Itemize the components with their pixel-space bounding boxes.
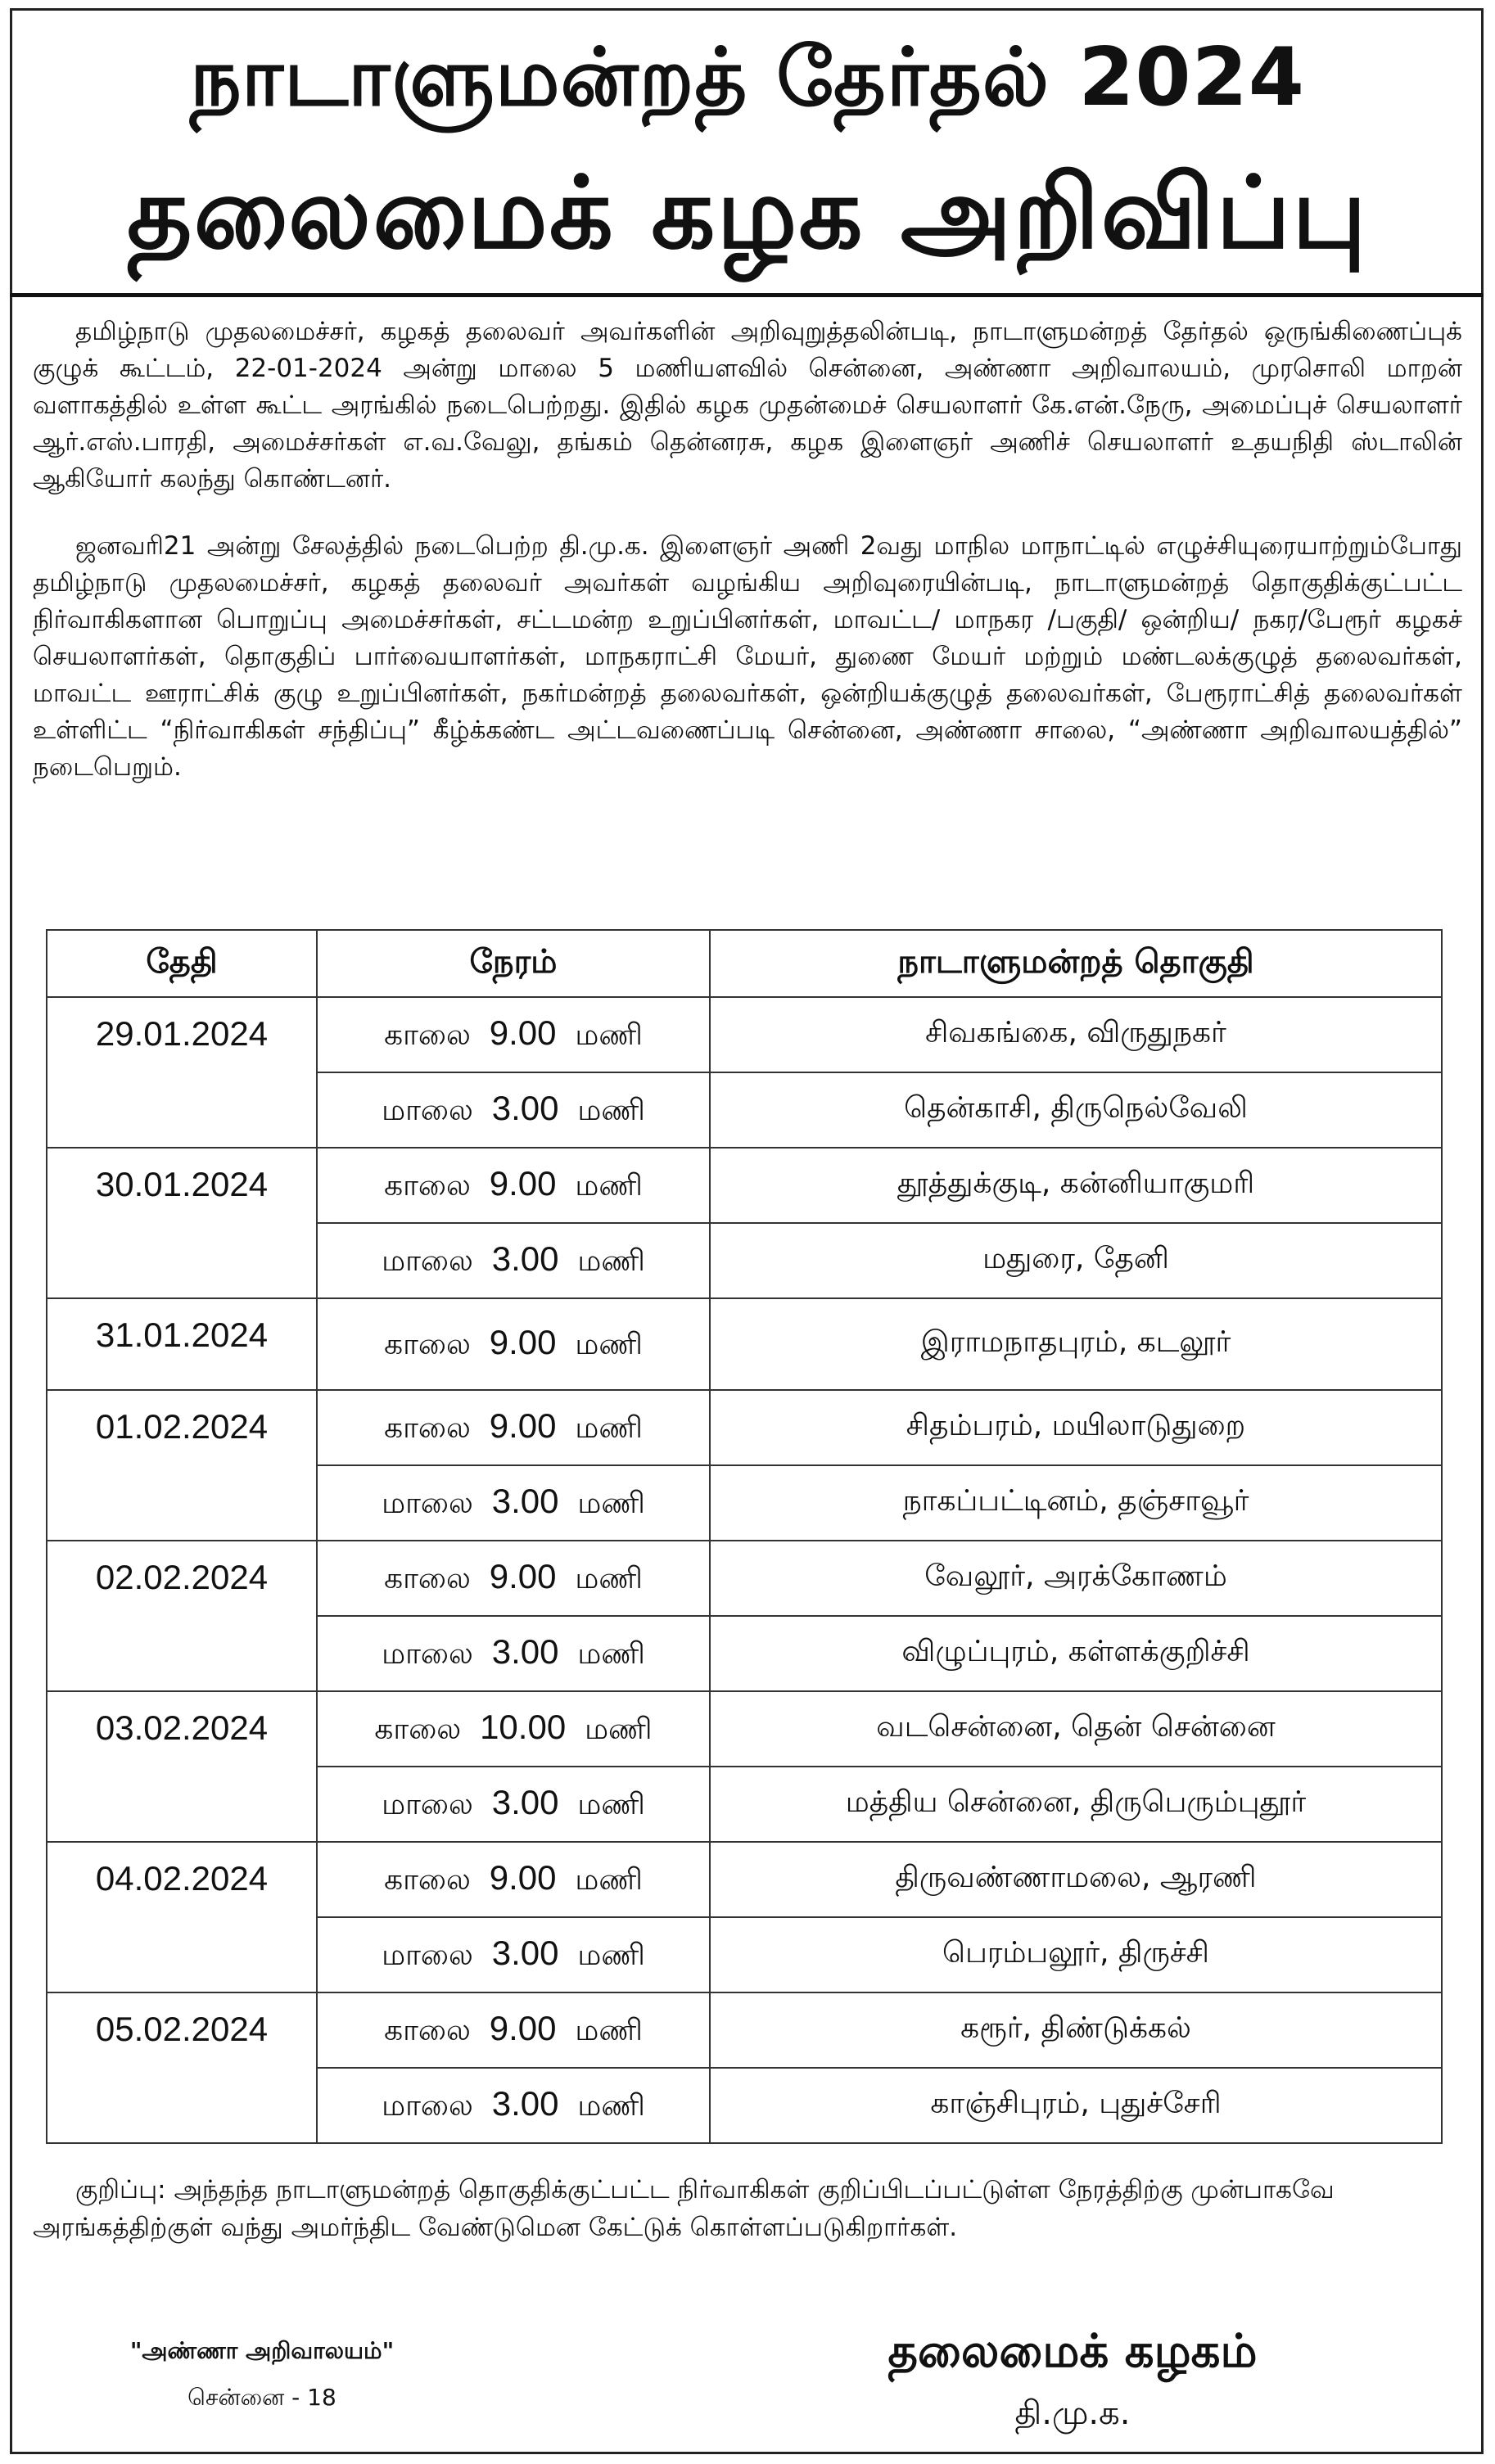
schedule-date: 02.02.2024 bbox=[47, 1541, 317, 1691]
time-hour: 10.00 bbox=[480, 1708, 567, 1746]
time-unit: மணி bbox=[575, 1562, 643, 1595]
schedule-time bbox=[317, 1616, 710, 1691]
time-period: காலை bbox=[384, 1169, 471, 1203]
schedule-time bbox=[317, 1223, 710, 1298]
schedule-date: 29.01.2024 bbox=[47, 997, 317, 1148]
header-time: நேரம் bbox=[317, 930, 710, 997]
table-row bbox=[47, 1148, 1442, 1223]
time-hour: 3.00 bbox=[491, 1934, 559, 1972]
schedule-time bbox=[317, 1917, 710, 1992]
time-period: காலை bbox=[384, 1411, 471, 1445]
time-period: காலை bbox=[384, 1562, 471, 1595]
time-unit: மணி bbox=[575, 1411, 643, 1445]
time-hour: 9.00 bbox=[489, 1557, 557, 1595]
time-period: மாலை bbox=[382, 1487, 473, 1520]
schedule-constituencies: வடசென்னை, தென் சென்னை bbox=[710, 1691, 1442, 1767]
time-period: மாலை bbox=[382, 1094, 473, 1127]
time-unit: மணி bbox=[577, 1637, 645, 1671]
schedule-date: 03.02.2024 bbox=[47, 1691, 317, 1842]
table-header-row bbox=[47, 930, 1442, 997]
time-period: காலை bbox=[384, 1018, 471, 1052]
schedule-time bbox=[317, 1298, 710, 1390]
time-period: காலை bbox=[384, 2014, 471, 2047]
schedule-time bbox=[317, 1390, 710, 1465]
time-hour: 9.00 bbox=[489, 1164, 557, 1203]
schedule-constituencies: விழுப்புரம், கள்ளக்குறிச்சி bbox=[710, 1616, 1442, 1691]
schedule-constituencies: சிவகங்கை, விருதுநகர் bbox=[710, 997, 1442, 1072]
schedule-constituencies: இராமநாதபுரம், கடலூர் bbox=[710, 1298, 1442, 1390]
schedule-constituencies: பெரம்பலூர், திருச்சி bbox=[710, 1917, 1442, 1992]
time-period: காலை bbox=[384, 1863, 471, 1897]
time-hour: 9.00 bbox=[489, 1858, 557, 1897]
schedule-date: 31.01.2024 bbox=[47, 1298, 317, 1390]
time-hour: 3.00 bbox=[491, 1632, 559, 1671]
time-period: காலை bbox=[374, 1713, 462, 1746]
time-hour: 3.00 bbox=[491, 1783, 559, 1821]
schedule-date: 05.02.2024 bbox=[47, 1992, 317, 2143]
footer-city: சென்னை - 18 bbox=[187, 2384, 336, 2411]
schedule-date: 01.02.2024 bbox=[47, 1390, 317, 1541]
schedule-time bbox=[317, 1842, 710, 1917]
schedule-constituencies: கரூர், திண்டுக்கல் bbox=[710, 1992, 1442, 2068]
schedule-time bbox=[317, 1691, 710, 1767]
schedule-table bbox=[46, 929, 1443, 2144]
footer-venue: "அண்ணா அறிவாலயம்" bbox=[129, 2337, 395, 2364]
note-text: குறிப்பு: அந்தந்த நாடாளுமன்றத் தொகுதிக்குட்பட்ட நிர்வாகிகள் குறிப்பிடப்பட்டுள்ள நேரத்திற்கு முன்பாகவே அரங்கத்திற்குள் வந்து அமர்ந்திட வேண்டுமென கேட்டுக் கொள்ளப்படுகிறார்கள். bbox=[33, 2175, 1335, 2242]
schedule-date: 04.02.2024 bbox=[47, 1842, 317, 1992]
header-date: தேதி bbox=[47, 930, 317, 997]
time-unit: மணி bbox=[577, 1788, 645, 1821]
table-row bbox=[47, 1541, 1442, 1616]
intro-paragraph: தமிழ்நாடு முதலமைச்சர், கழகத் தலைவர் அவர்களின் அறிவுறுத்தலின்படி, நாடாளுமன்றத் தேர்தல் ஒருங்கிணைப்புக் குழுக் கூட்டம், 22-01-2024 அன்று மாலை 5 மணியளவில் சென்னை, அண்ணா அறிவாலயம், முரசொலி மாறன் வளாகத்தில் உள்ள கூட்ட அரங்கில் நடைபெற்றது. இதில் கழக முதன்மைச் செயலாளர் கே.என்.நேரு, அமைப்புச் செயலாளர் ஆர்.எஸ்.பாரதி, அமைச்சர்கள் எ.வ.வேலு, தங்கம் தென்னரசு, கழக இளைஞர் அணிச் செயலாளர் உதயநிதி ஸ்டாலின் ஆகியோர் கலந்து கொண்டனர். bbox=[33, 317, 1462, 494]
time-unit: மணி bbox=[577, 1244, 645, 1278]
page-subtitle: தலைமைக் கழக அறிவிப்பு bbox=[127, 155, 1368, 271]
schedule-time bbox=[317, 1992, 710, 2068]
footer-party: தி.மு.க. bbox=[1014, 2394, 1131, 2432]
time-period: மாலை bbox=[382, 2089, 473, 2123]
time-hour: 9.00 bbox=[489, 1406, 557, 1445]
time-hour: 3.00 bbox=[491, 1482, 559, 1520]
schedule-time bbox=[317, 2068, 710, 2143]
time-unit: மணி bbox=[577, 1487, 645, 1520]
time-period: மாலை bbox=[382, 1244, 473, 1278]
table-row bbox=[47, 1992, 1442, 2068]
time-unit: மணி bbox=[575, 1863, 643, 1897]
schedule-time bbox=[317, 1148, 710, 1223]
schedule-constituencies: மதுரை, தேனி bbox=[710, 1223, 1442, 1298]
table-row bbox=[47, 997, 1442, 1072]
time-unit: மணி bbox=[575, 1018, 643, 1052]
header-constituency: நாடாளுமன்றத் தொகுதி bbox=[710, 930, 1442, 997]
table-row bbox=[47, 1390, 1442, 1465]
table-row bbox=[47, 1691, 1442, 1767]
time-unit: மணி bbox=[577, 1094, 645, 1127]
schedule-constituencies: நாகப்பட்டினம், தஞ்சாவூர் bbox=[710, 1465, 1442, 1541]
schedule-time bbox=[317, 1767, 710, 1842]
time-hour: 3.00 bbox=[491, 1239, 559, 1278]
schedule-constituencies: வேலூர், அரக்கோணம் bbox=[710, 1541, 1442, 1616]
time-period: காலை bbox=[384, 1328, 471, 1361]
schedule-paragraph: ஜனவரி21 அன்று சேலத்தில் நடைபெற்ற தி.மு.க. இளைஞர் அணி 2வது மாநில மாநாட்டில் எழுச்சியுரையாற்றும்போது தமிழ்நாடு முதலமைச்சர், கழகத் தலைவர் அவர்கள் வழங்கிய அறிவுரையின்படி, நாடாளுமன்றத் தொகுதிக்குட்பட்ட நிர்வாகிகளான பொறுப்பு அமைச்சர்கள், சட்டமன்ற உறுப்பினர்கள், மாவட்ட/ மாநகர /பகுதி/ ஒன்றிய/ நகர/பேரூர் கழகச் செயலாளர்கள், தொகுதிப் பார்வையாளர்கள், மாநகராட்சி மேயர், துணை மேயர் மற்றும் மண்டலக்குழுத் தலைவர்கள், மாவட்ட ஊராட்சிக் குழு உறுப்பினர்கள், நகர்மன்றத் தலைவர்கள், ஒன்றியக்குழுத் தலைவர்கள், பேரூராட்சித் தலைவர்கள் உள்ளிட்ட “நிர்வாகிகள் சந்திப்பு” கீழ்க்கண்ட அட்டவணைப்படி சென்னை, அண்ணா சாலை, “அண்ணா அறிவாலயத்தில்” நடைபெறும். bbox=[33, 531, 1462, 782]
schedule-time bbox=[317, 1541, 710, 1616]
title-divider bbox=[10, 293, 1484, 297]
time-unit: மணி bbox=[575, 2014, 643, 2047]
table-row bbox=[47, 1842, 1442, 1917]
schedule-constituencies: காஞ்சிபுரம், புதுச்சேரி bbox=[710, 2068, 1442, 2143]
schedule-constituencies: மத்திய சென்னை, திருபெரும்புதூர் bbox=[710, 1767, 1442, 1842]
schedule-date: 30.01.2024 bbox=[47, 1148, 317, 1298]
time-hour: 9.00 bbox=[489, 1323, 557, 1361]
time-unit: மணி bbox=[575, 1328, 643, 1361]
schedule-time bbox=[317, 997, 710, 1072]
time-unit: மணி bbox=[575, 1169, 643, 1203]
time-hour: 9.00 bbox=[489, 2009, 557, 2047]
time-unit: மணி bbox=[577, 2089, 645, 2123]
time-unit: மணி bbox=[577, 1938, 645, 1972]
schedule-time bbox=[317, 1072, 710, 1148]
page-title: நாடாளுமன்றத் தேர்தல் 2024 bbox=[190, 31, 1305, 124]
time-period: மாலை bbox=[382, 1637, 473, 1671]
schedule-constituencies: திருவண்ணாமலை, ஆரணி bbox=[710, 1842, 1442, 1917]
time-hour: 9.00 bbox=[489, 1013, 557, 1052]
footer-signatory: தலைமைக் கழகம் bbox=[888, 2325, 1258, 2378]
schedule-constituencies: தென்காசி, திருநெல்வேலி bbox=[710, 1072, 1442, 1148]
time-hour: 3.00 bbox=[491, 2084, 559, 2123]
schedule-constituencies: சிதம்பரம், மயிலாடுதுறை bbox=[710, 1390, 1442, 1465]
schedule-constituencies: தூத்துக்குடி, கன்னியாகுமரி bbox=[710, 1148, 1442, 1223]
time-hour: 3.00 bbox=[491, 1089, 559, 1127]
table-row bbox=[47, 1298, 1442, 1390]
schedule-time bbox=[317, 1465, 710, 1541]
time-period: மாலை bbox=[382, 1788, 473, 1821]
time-period: மாலை bbox=[382, 1938, 473, 1972]
time-unit: மணி bbox=[585, 1713, 653, 1746]
